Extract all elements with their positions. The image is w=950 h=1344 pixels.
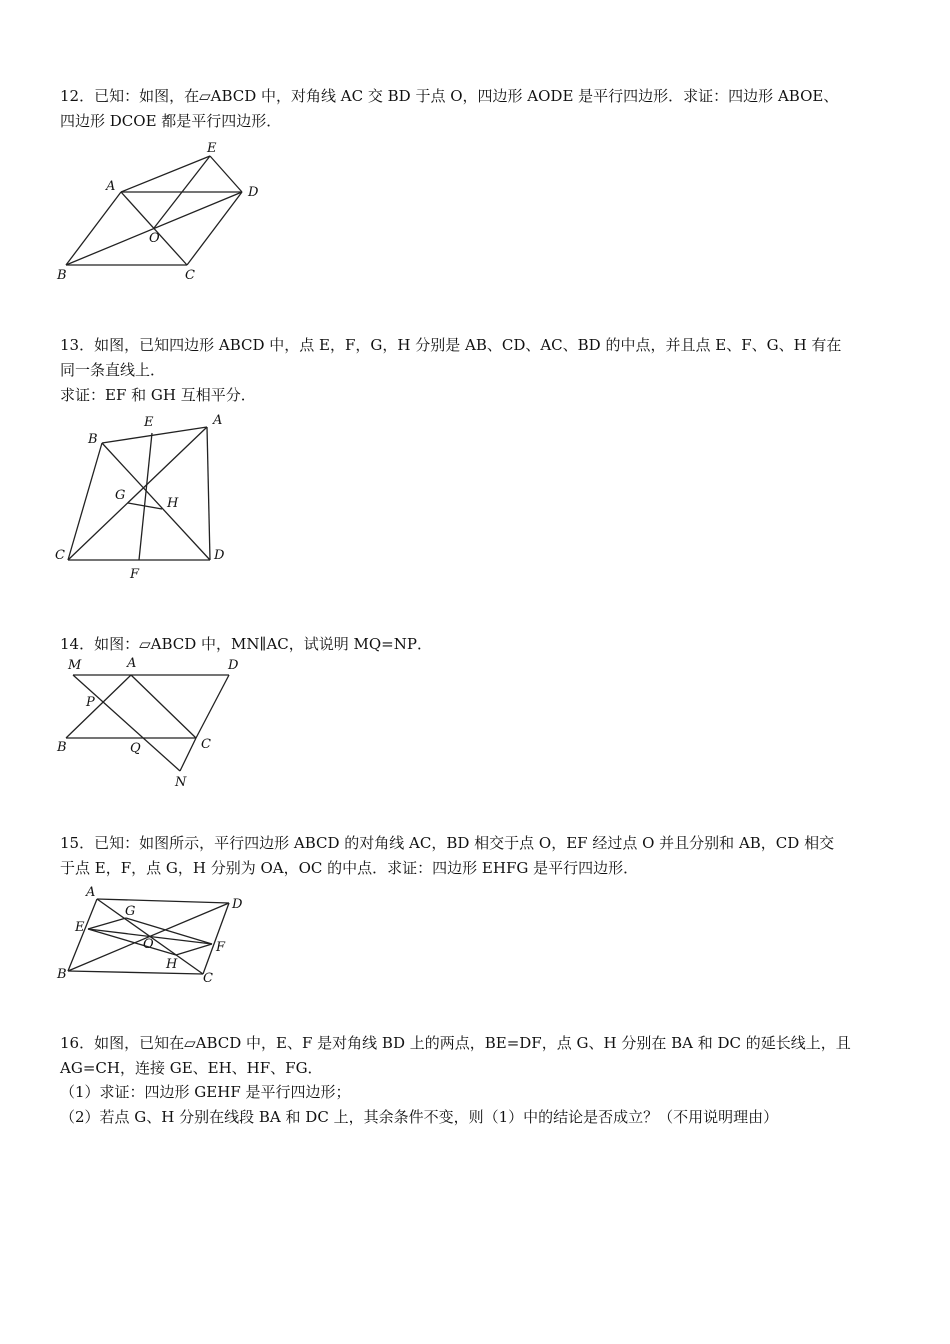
fig14-label-P: P	[86, 695, 95, 710]
problem-15-line-2: 于点 E，F，点 G，H 分别为 OA，OC 的中点．求证：四边形 EHFG 是平行四边形．	[60, 859, 639, 877]
fig14-label-B: B	[57, 740, 67, 755]
fig13-label-D: D	[214, 548, 225, 563]
fig13-label-H: H	[167, 496, 179, 511]
problem-16-line-3: （1）求证：四边形 GEHF 是平行四边形；	[60, 1083, 351, 1101]
fig14-label-A: A	[127, 656, 137, 671]
fig14-label-N: N	[175, 775, 187, 790]
problem-12-line-2: 四边形 DCOE 都是平行四边形．	[60, 112, 282, 130]
fig13-label-C: C	[55, 548, 65, 563]
problem-16-line-1: 16．如图，已知在▱ABCD 中，E、F 是对角线 BD 上的两点，BE=DF，点 G、H 分别在 BA 和 DC 的延长线上，且	[60, 1034, 851, 1052]
fig15-label-D: D	[232, 897, 243, 912]
fig15-label-C: C	[203, 971, 213, 986]
fig15-label-B: B	[57, 967, 67, 982]
fig12-label-C: C	[185, 268, 195, 283]
fig13-label-A: A	[213, 413, 223, 428]
problem-13-line-2: 同一条直线上．	[60, 361, 166, 379]
fig14-label-Q: Q	[130, 741, 141, 756]
problem-14-line-1: 14．如图：▱ABCD 中，MN∥AC，试说明 MQ=NP．	[60, 635, 432, 653]
fig14-label-M: M	[68, 658, 82, 673]
fig12-label-B: B	[57, 268, 67, 283]
fig14-label-C: C	[201, 737, 211, 752]
fig15-label-E: E	[75, 920, 85, 935]
fig13-label-E: E	[144, 415, 154, 430]
fig12-label-E: E	[207, 141, 217, 156]
fig12-label-A: A	[106, 179, 116, 194]
fig12-label-D: D	[248, 185, 259, 200]
fig13-label-B: B	[88, 432, 98, 447]
fig15-label-O: O	[143, 937, 154, 952]
problem-16-line-4: （2）若点 G、H 分别在线段 BA 和 DC 上，其余条件不变，则（1）中的结论是否成立？（不用说明理由）	[60, 1108, 779, 1126]
fig12-label-O: O	[149, 231, 160, 246]
problem-13-line-1: 13．如图，已知四边形 ABCD 中，点 E，F，G，H 分别是 AB、CD、AC、BD 的中点，并且点 E、F、G、H 有在	[60, 336, 842, 354]
fig15-label-F: F	[216, 940, 226, 955]
fig15-label-G: G	[125, 904, 136, 919]
problem-15-line-1: 15．已知：如图所示，平行四边形 ABCD 的对角线 AC，BD 相交于点 O，EF 经过点 O 并且分别和 AB，CD 相交	[60, 834, 835, 852]
problem-12-line-1: 12．已知：如图，在▱ABCD 中，对角线 AC 交 BD 于点 O，四边形 AODE 是平行四边形．求证：四边形 ABOE、	[60, 87, 839, 105]
fig15-label-H: H	[166, 957, 178, 972]
fig14-label-D: D	[228, 658, 239, 673]
fig13-label-G: G	[115, 488, 126, 503]
fig13-label-F: F	[130, 567, 140, 582]
problem-16-line-2: AG=CH，连接 GE、EH、HF、FG．	[60, 1059, 323, 1077]
problem-13-line-3: 求证：EF 和 GH 互相平分．	[60, 386, 256, 404]
fig15-label-A: A	[86, 885, 96, 900]
